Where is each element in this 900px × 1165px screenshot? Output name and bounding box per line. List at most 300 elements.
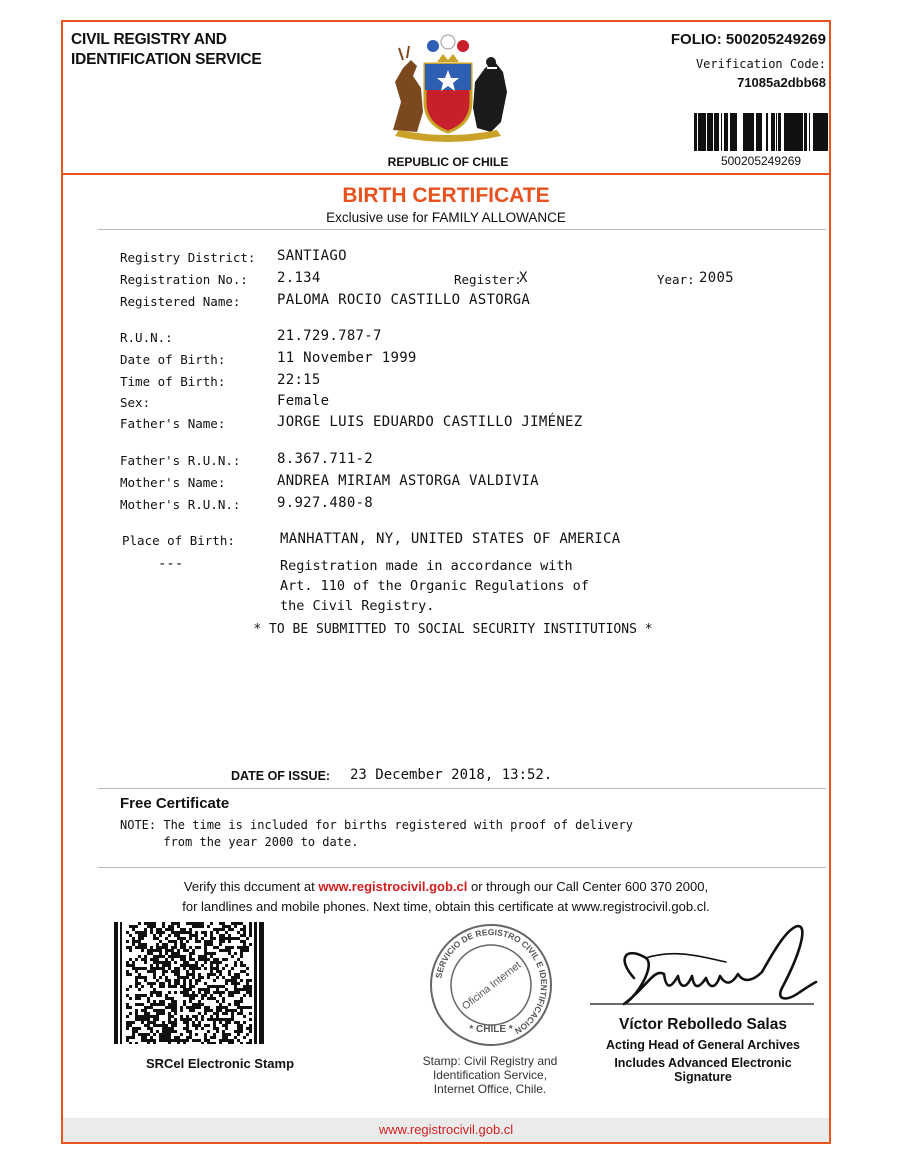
stamp-code-module bbox=[183, 943, 186, 946]
stamp-code-module bbox=[159, 940, 162, 943]
barcode-bar bbox=[773, 113, 774, 151]
stamp-code-module bbox=[213, 1024, 216, 1027]
stamp-code-module bbox=[165, 1039, 168, 1042]
stamp-code-module bbox=[210, 964, 213, 967]
barcode-bar bbox=[727, 113, 728, 151]
stamp-code-module bbox=[132, 928, 135, 931]
stamp-code-module bbox=[243, 931, 246, 934]
stamp-code-module bbox=[222, 997, 225, 1000]
stamp-code-module bbox=[156, 961, 159, 964]
stamp-code-module bbox=[168, 1039, 171, 1042]
stamp-code-module bbox=[237, 937, 240, 940]
seal-caption-line-3: Internet Office, Chile. bbox=[433, 1082, 547, 1096]
stamp-code-module bbox=[138, 994, 141, 997]
stamp-code-module bbox=[249, 1027, 252, 1030]
stamp-code-module bbox=[168, 1006, 171, 1009]
register-value: X bbox=[519, 270, 528, 286]
stamp-code-module bbox=[186, 973, 189, 976]
stamp-code-module bbox=[162, 973, 165, 976]
stamp-code-module bbox=[165, 964, 168, 967]
stamp-code-module bbox=[183, 982, 186, 985]
stamp-code-module bbox=[183, 994, 186, 997]
stamp-code-module bbox=[210, 943, 213, 946]
stamp-code-module bbox=[150, 925, 153, 928]
stamp-code-module bbox=[150, 991, 153, 994]
stamp-code-module bbox=[168, 1042, 171, 1044]
stamp-code-module bbox=[153, 937, 156, 940]
stamp-code-module bbox=[168, 955, 171, 958]
stamp-code-module bbox=[189, 955, 192, 958]
stamp-code-module bbox=[150, 1003, 153, 1006]
stamp-code-module bbox=[213, 1012, 216, 1015]
stamp-code-module bbox=[159, 1000, 162, 1003]
sex-label: Sex: bbox=[120, 395, 151, 410]
stamp-code-module bbox=[183, 967, 186, 970]
stamp-code-module bbox=[150, 1015, 153, 1018]
stamp-code-module bbox=[129, 925, 132, 928]
stamp-code-module bbox=[162, 1021, 165, 1024]
barcode-bar bbox=[695, 113, 696, 151]
stamp-code-module bbox=[198, 940, 201, 943]
barcode-bar bbox=[714, 113, 715, 151]
stamp-code-module bbox=[249, 1024, 252, 1027]
stamp-code-module bbox=[144, 958, 147, 961]
stamp-code-module bbox=[240, 1042, 243, 1044]
stamp-code-module bbox=[162, 943, 165, 946]
stamp-code-module bbox=[165, 952, 168, 955]
stamp-code-module bbox=[135, 976, 138, 979]
stamp-code-module bbox=[129, 949, 132, 952]
stamp-code-module bbox=[147, 1018, 150, 1021]
stamp-code-module bbox=[201, 937, 204, 940]
stamp-code-module bbox=[234, 1009, 237, 1012]
stamp-code-module bbox=[231, 967, 234, 970]
stamp-code-module bbox=[171, 931, 174, 934]
stamp-code-module bbox=[144, 1012, 147, 1015]
stamp-code-module bbox=[159, 949, 162, 952]
stamp-code-module bbox=[225, 1012, 228, 1015]
stamp-code-module bbox=[165, 970, 168, 973]
stamp-code-module bbox=[165, 994, 168, 997]
stamp-code-module bbox=[222, 937, 225, 940]
stamp-code-module bbox=[174, 970, 177, 973]
stamp-code-module bbox=[156, 964, 159, 967]
stamp-code-module bbox=[150, 970, 153, 973]
stamp-code-module bbox=[246, 1027, 249, 1030]
barcode-bar bbox=[779, 113, 780, 151]
stamp-code-module bbox=[237, 976, 240, 979]
stamp-code-module bbox=[162, 1027, 165, 1030]
stamp-code-module bbox=[201, 922, 204, 925]
barcode-bar bbox=[696, 113, 697, 151]
stamp-code-module bbox=[207, 940, 210, 943]
barcode-bar bbox=[726, 113, 727, 151]
stamp-code-module bbox=[135, 1012, 138, 1015]
stamp-code-module bbox=[189, 931, 192, 934]
stamp-code-module bbox=[180, 1039, 183, 1042]
stamp-code-module bbox=[168, 1012, 171, 1015]
stamp-code-module bbox=[222, 991, 225, 994]
stamp-code-module bbox=[249, 1039, 252, 1042]
registry-website-link[interactable]: www.registrocivil.gob.cl bbox=[318, 879, 468, 894]
stamp-code-module bbox=[201, 964, 204, 967]
place-of-birth-value: MANHATTAN, NY, UNITED STATES OF AMERICA bbox=[280, 531, 621, 547]
stamp-code-module bbox=[219, 943, 222, 946]
stamp-code-module bbox=[138, 976, 141, 979]
year-label: Year: bbox=[657, 272, 695, 287]
stamp-code-module bbox=[228, 1003, 231, 1006]
stamp-code-module bbox=[177, 922, 180, 925]
stamp-code-module bbox=[195, 934, 198, 937]
barcode-bar bbox=[772, 113, 773, 151]
stamp-code-module bbox=[240, 949, 243, 952]
barcode-bar bbox=[746, 113, 747, 151]
stamp-code-module bbox=[228, 991, 231, 994]
barcode-bar bbox=[709, 113, 711, 151]
stamp-code-module bbox=[216, 988, 219, 991]
stamp-code-module bbox=[144, 943, 147, 946]
stamp-code-module bbox=[249, 988, 252, 991]
stamp-code-module bbox=[126, 1021, 129, 1024]
stamp-code-module bbox=[168, 1021, 171, 1024]
stamp-code-module bbox=[225, 1039, 228, 1042]
stamp-code-module bbox=[162, 955, 165, 958]
registration-note bbox=[280, 556, 589, 616]
stamp-code-module bbox=[237, 1033, 240, 1036]
stamp-code-module bbox=[231, 1018, 234, 1021]
stamp-code-module bbox=[156, 1018, 159, 1021]
stamp-code-module bbox=[240, 928, 243, 931]
stamp-code-module bbox=[168, 967, 171, 970]
stamp-code-module bbox=[132, 1036, 135, 1039]
stamp-code-bar bbox=[120, 922, 122, 1044]
stamp-code-module bbox=[153, 922, 156, 925]
stamp-code-module bbox=[138, 943, 141, 946]
stamp-code-module bbox=[132, 937, 135, 940]
stamp-code-module bbox=[159, 934, 162, 937]
stamp-code-module bbox=[183, 1039, 186, 1042]
stamp-code-module bbox=[234, 973, 237, 976]
stamp-code-module bbox=[231, 937, 234, 940]
stamp-code-module bbox=[174, 931, 177, 934]
stamp-code-module bbox=[162, 1000, 165, 1003]
stamp-code-module bbox=[132, 1021, 135, 1024]
stamp-code-module bbox=[234, 1000, 237, 1003]
stamp-code-module bbox=[207, 952, 210, 955]
stamp-code-module bbox=[147, 1039, 150, 1042]
stamp-code-module bbox=[165, 943, 168, 946]
stamp-code-module bbox=[135, 997, 138, 1000]
footer-website[interactable]: www.registrocivil.gob.cl bbox=[63, 1118, 829, 1142]
stamp-code-module bbox=[150, 1006, 153, 1009]
stamp-code-module bbox=[237, 922, 240, 925]
stamp-code-module bbox=[243, 988, 246, 991]
barcode-bar bbox=[791, 113, 792, 151]
seal-caption-line-1: Stamp: Civil Registry and bbox=[422, 1054, 558, 1068]
stamp-code-module bbox=[159, 1024, 162, 1027]
barcode-bar bbox=[767, 113, 768, 151]
stamp-code-module bbox=[165, 979, 168, 982]
stamp-code-module bbox=[186, 1006, 189, 1009]
stamp-code-module bbox=[174, 961, 177, 964]
stamp-code-module bbox=[171, 946, 174, 949]
stamp-code-module bbox=[225, 946, 228, 949]
stamp-code-module bbox=[246, 982, 249, 985]
stamp-code-module bbox=[198, 946, 201, 949]
stamp-code-module bbox=[237, 1024, 240, 1027]
stamp-code-module bbox=[195, 982, 198, 985]
stamp-code-module bbox=[186, 949, 189, 952]
stamp-code-module bbox=[150, 964, 153, 967]
stamp-code-module bbox=[186, 991, 189, 994]
stamp-code-module bbox=[213, 985, 216, 988]
stamp-code-module bbox=[156, 991, 159, 994]
stamp-code-module bbox=[126, 994, 129, 997]
stamp-code-module bbox=[249, 934, 252, 937]
stamp-code-module bbox=[210, 940, 213, 943]
stamp-code-module bbox=[213, 1021, 216, 1024]
stamp-code-module bbox=[150, 952, 153, 955]
stamp-code-module bbox=[222, 940, 225, 943]
stamp-code-module bbox=[249, 994, 252, 997]
stamp-code-module bbox=[210, 985, 213, 988]
stamp-code-module bbox=[177, 970, 180, 973]
stamp-code-module bbox=[174, 1030, 177, 1033]
stamp-code-module bbox=[165, 1006, 168, 1009]
run-value: 21.729.787-7 bbox=[277, 328, 382, 344]
stamp-code-module bbox=[138, 922, 141, 925]
stamp-code-module bbox=[159, 976, 162, 979]
stamp-code-module bbox=[249, 991, 252, 994]
stamp-code-module bbox=[198, 1039, 201, 1042]
barcode-bar bbox=[813, 113, 815, 151]
stamp-code-module bbox=[174, 1003, 177, 1006]
stamp-code-module bbox=[222, 1024, 225, 1027]
stamp-code-module bbox=[213, 1042, 216, 1044]
stamp-code-module bbox=[186, 1030, 189, 1033]
barcode-bar bbox=[703, 113, 705, 151]
stamp-code-module bbox=[168, 1030, 171, 1033]
stamp-code-module bbox=[126, 973, 129, 976]
stamp-code-module bbox=[201, 988, 204, 991]
stamp-code-module bbox=[147, 970, 150, 973]
stamp-code-module bbox=[240, 961, 243, 964]
stamp-code-module bbox=[237, 1021, 240, 1024]
stamp-code-module bbox=[195, 1039, 198, 1042]
stamp-code-module bbox=[174, 967, 177, 970]
stamp-code-module bbox=[150, 1027, 153, 1030]
stamp-code-module bbox=[180, 1015, 183, 1018]
stamp-code-module bbox=[249, 1018, 252, 1021]
stamp-code-module bbox=[135, 1042, 138, 1044]
stamp-code-module bbox=[150, 1021, 153, 1024]
stamp-code-module bbox=[129, 973, 132, 976]
barcode-bar bbox=[792, 113, 795, 151]
stamp-code-module bbox=[219, 961, 222, 964]
stamp-code-module bbox=[186, 988, 189, 991]
stamp-code-module bbox=[165, 961, 168, 964]
stamp-code-module bbox=[204, 991, 207, 994]
stamp-code-module bbox=[183, 988, 186, 991]
stamp-code-module bbox=[216, 958, 219, 961]
stamp-code-module bbox=[150, 946, 153, 949]
stamp-code-module bbox=[129, 1042, 132, 1044]
stamp-code-module bbox=[141, 976, 144, 979]
stamp-code-module bbox=[195, 925, 198, 928]
stamp-code-module bbox=[240, 1024, 243, 1027]
stamp-code-module bbox=[219, 1009, 222, 1012]
republic-label: REPUBLIC OF CHILE bbox=[387, 155, 509, 169]
stamp-code-module bbox=[216, 931, 219, 934]
stamp-code-module bbox=[162, 961, 165, 964]
stamp-code-module bbox=[210, 997, 213, 1000]
certificate-title: BIRTH CERTIFICATE bbox=[342, 184, 550, 207]
stamp-code-module bbox=[192, 958, 195, 961]
stamp-code-module bbox=[234, 922, 237, 925]
signatory-name: Víctor Rebolledo Salas bbox=[619, 1016, 787, 1033]
stamp-code-module bbox=[228, 949, 231, 952]
stamp-code-module bbox=[174, 973, 177, 976]
stamp-code-module bbox=[225, 1009, 228, 1012]
stamp-code-module bbox=[183, 931, 186, 934]
stamp-code-module bbox=[231, 994, 234, 997]
barcode-bar bbox=[711, 113, 713, 151]
stamp-code-module bbox=[204, 949, 207, 952]
handwritten-signature bbox=[586, 918, 818, 1018]
stamp-code-module bbox=[129, 964, 132, 967]
stamp-code-module bbox=[228, 1033, 231, 1036]
stamp-code-module bbox=[138, 997, 141, 1000]
stamp-code-module bbox=[192, 934, 195, 937]
stamp-code-module bbox=[186, 931, 189, 934]
stamp-code-module bbox=[180, 940, 183, 943]
stamp-code-module bbox=[192, 976, 195, 979]
stamp-code-module bbox=[177, 967, 180, 970]
stamp-code-module bbox=[135, 1030, 138, 1033]
stamp-code-module bbox=[222, 1012, 225, 1015]
stamp-code-module bbox=[147, 997, 150, 1000]
barcode-bar bbox=[743, 113, 745, 151]
stamp-code-module bbox=[147, 1015, 150, 1018]
stamp-code-module bbox=[162, 931, 165, 934]
stamp-code-module bbox=[198, 925, 201, 928]
stamp-code-module bbox=[141, 934, 144, 937]
stamp-code-module bbox=[177, 1039, 180, 1042]
stamp-code-module bbox=[180, 958, 183, 961]
barcode-bar bbox=[730, 113, 731, 151]
stamp-code-module bbox=[192, 985, 195, 988]
dob-value: 11 November 1999 bbox=[277, 350, 417, 366]
stamp-code-module bbox=[141, 931, 144, 934]
stamp-code-module bbox=[216, 928, 219, 931]
stamp-code-module bbox=[234, 979, 237, 982]
stamp-code-module bbox=[237, 1030, 240, 1033]
stamp-code-module bbox=[195, 967, 198, 970]
stamp-code-module bbox=[189, 973, 192, 976]
stamp-code-module bbox=[225, 1021, 228, 1024]
barcode-bar bbox=[787, 113, 789, 151]
stamp-code-module bbox=[147, 1042, 150, 1044]
stamp-code-module bbox=[156, 955, 159, 958]
stamp-code-module bbox=[150, 949, 153, 952]
barcode-bar bbox=[715, 113, 717, 151]
stamp-code-module bbox=[204, 952, 207, 955]
stamp-code-module bbox=[210, 934, 213, 937]
stamp-code-module bbox=[216, 964, 219, 967]
stamp-code-module bbox=[162, 967, 165, 970]
stamp-code-module bbox=[201, 931, 204, 934]
stamp-code-module bbox=[168, 934, 171, 937]
stamp-code-module bbox=[204, 958, 207, 961]
stamp-code-module bbox=[180, 1033, 183, 1036]
stamp-code-module bbox=[210, 952, 213, 955]
stamp-code-module bbox=[135, 940, 138, 943]
stamp-code-module bbox=[153, 1033, 156, 1036]
stamp-code-module bbox=[147, 949, 150, 952]
stamp-code-module bbox=[246, 979, 249, 982]
stamp-code-module bbox=[213, 937, 216, 940]
stamp-code-module bbox=[162, 1039, 165, 1042]
stamp-code-module bbox=[240, 979, 243, 982]
stamp-code-module bbox=[222, 934, 225, 937]
stamp-code-module bbox=[237, 1006, 240, 1009]
stamp-code-module bbox=[162, 970, 165, 973]
stamp-code-module bbox=[129, 958, 132, 961]
stamp-code-module bbox=[240, 1006, 243, 1009]
stamp-code-module bbox=[171, 940, 174, 943]
stamp-code-module bbox=[168, 982, 171, 985]
stamp-code-module bbox=[180, 976, 183, 979]
stamp-code-module bbox=[159, 967, 162, 970]
stamp-code-module bbox=[138, 1027, 141, 1030]
stamp-code-module bbox=[135, 982, 138, 985]
stamp-code-module bbox=[192, 970, 195, 973]
stamp-code-module bbox=[186, 964, 189, 967]
stamp-code-module bbox=[171, 1027, 174, 1030]
stamp-code-module bbox=[249, 931, 252, 934]
stamp-code-module bbox=[243, 934, 246, 937]
stamp-code-module bbox=[213, 1036, 216, 1039]
stamp-code-module bbox=[198, 976, 201, 979]
stamp-code-module bbox=[240, 1027, 243, 1030]
stamp-code-module bbox=[243, 949, 246, 952]
stamp-code-module bbox=[222, 1036, 225, 1039]
stamp-code-module bbox=[171, 928, 174, 931]
free-note-line-2: from the year 2000 to date. bbox=[120, 835, 359, 849]
registered-name-label: Registered Name: bbox=[120, 294, 241, 309]
stamp-code-module bbox=[225, 1024, 228, 1027]
stamp-code-module bbox=[126, 1006, 129, 1009]
stamp-code-module bbox=[153, 991, 156, 994]
stamp-code-module bbox=[207, 1009, 210, 1012]
electronic-stamp-label: SRCel Electronic Stamp bbox=[145, 1056, 295, 1071]
stamp-code-module bbox=[204, 1024, 207, 1027]
stamp-code-module bbox=[237, 991, 240, 994]
stamp-code-module bbox=[228, 1021, 231, 1024]
stamp-code-module bbox=[219, 1006, 222, 1009]
stamp-code-module bbox=[201, 997, 204, 1000]
stamp-code-module bbox=[204, 1033, 207, 1036]
stamp-code-module bbox=[174, 1009, 177, 1012]
stamp-code-module bbox=[207, 1018, 210, 1021]
stamp-code-module bbox=[189, 1033, 192, 1036]
stamp-code-module bbox=[159, 1009, 162, 1012]
stamp-code-module bbox=[198, 1000, 201, 1003]
barcode-bar bbox=[790, 113, 791, 151]
stamp-code-module bbox=[228, 925, 231, 928]
stamp-code-module bbox=[141, 949, 144, 952]
stamp-code-module bbox=[150, 982, 153, 985]
